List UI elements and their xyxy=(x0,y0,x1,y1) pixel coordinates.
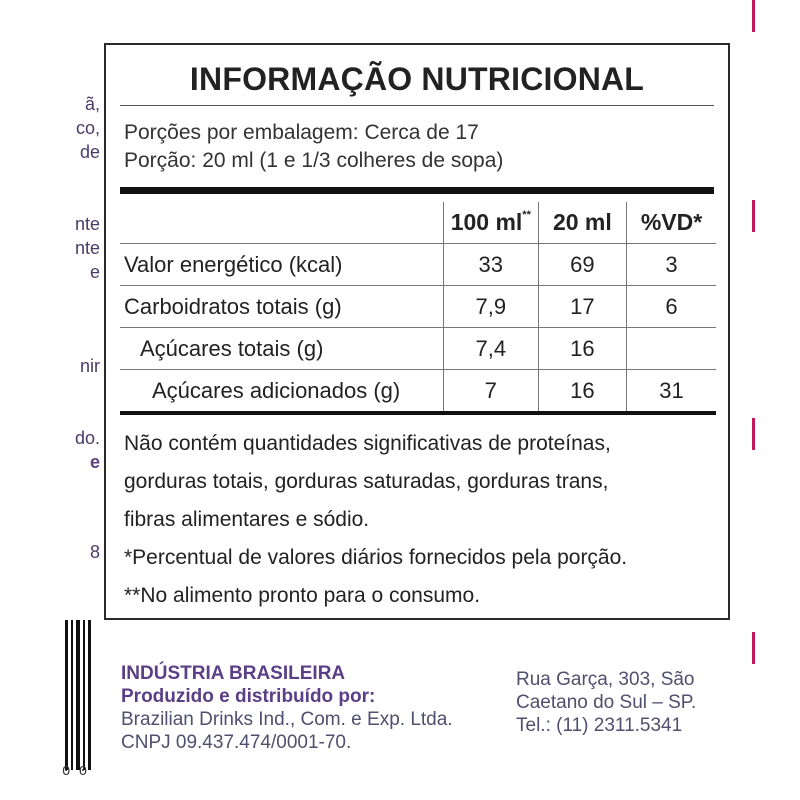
fragment-line: nir xyxy=(79,356,100,376)
barcode-bar xyxy=(88,620,91,770)
barcode-digits: 0 0 xyxy=(62,764,88,780)
barcode-bar xyxy=(76,620,80,770)
header-cell-vd: %VD* xyxy=(627,202,716,244)
panel-title: INFORMAÇÃO NUTRICIONAL xyxy=(189,61,645,97)
header-cell-label xyxy=(120,202,443,244)
nutrition-table xyxy=(120,202,716,415)
cell-100ml: 7,9 xyxy=(443,286,538,328)
industry-heading: INDÚSTRIA BRASILEIRA xyxy=(121,663,346,684)
left-text-fragment-4 xyxy=(0,426,100,450)
header-cell-100ml xyxy=(443,202,538,244)
barcode-bar xyxy=(65,620,68,770)
cell-20ml: 16 xyxy=(538,328,626,370)
note-line: gorduras totais, gorduras saturadas, gorduras trans, xyxy=(124,470,609,493)
cell-20ml: 69 xyxy=(538,244,626,286)
cell-100ml: 7,4 xyxy=(443,328,538,370)
header-100ml-mark: ** xyxy=(522,209,531,221)
pink-dash-segment xyxy=(752,200,755,232)
left-text-fragment-3 xyxy=(0,354,100,378)
cell-vd: 3 xyxy=(627,244,716,286)
row-label: Açúcares totais (g) xyxy=(120,328,443,370)
left-text-fragment-5 xyxy=(0,540,100,564)
header-cell-20ml: 20 ml xyxy=(538,202,626,244)
cell-20ml: 17 xyxy=(538,286,626,328)
fragment-line: nte xyxy=(74,214,100,234)
fragment-line: 8 xyxy=(89,542,100,562)
table-row xyxy=(120,244,716,286)
notes-block xyxy=(124,425,627,615)
nutrition-facts-panel xyxy=(104,43,730,620)
cell-vd: 31 xyxy=(627,370,716,414)
phone: Tel.: (11) 2311.5341 xyxy=(516,715,683,736)
cnpj: CNPJ 09.437.474/0001-70. xyxy=(121,732,352,753)
cell-100ml: 33 xyxy=(443,244,538,286)
note-line: Não contém quantidades significativas de proteínas, xyxy=(124,432,611,455)
note-line: *Percentual de valores diários fornecidos pela porção. xyxy=(124,546,628,569)
company-name: Brazilian Drinks Ind., Com. e Exp. Ltda. xyxy=(121,709,453,730)
fragment-line: co, xyxy=(75,118,100,138)
barcode xyxy=(65,620,95,770)
title-divider xyxy=(120,105,714,106)
pink-dash-segment xyxy=(752,0,755,32)
fragment-line: e xyxy=(89,452,100,472)
barcode-bar xyxy=(83,620,85,770)
left-text-fragment-4-bold xyxy=(0,450,100,474)
table-row xyxy=(120,370,716,414)
portion-size: Porção: 20 ml (1 e 1/3 colheres de sopa) xyxy=(124,149,504,172)
note-line: fibras alimentares e sódio. xyxy=(124,508,370,531)
fragment-line: ã, xyxy=(84,94,100,114)
table-header-row xyxy=(120,202,716,244)
pink-dash-segment xyxy=(752,632,755,664)
thick-divider xyxy=(120,187,714,194)
fragment-line: e xyxy=(89,262,100,282)
cell-100ml: 7 xyxy=(443,370,538,414)
table-row xyxy=(120,328,716,370)
fragment-line: nte xyxy=(74,238,100,258)
left-text-fragment-2 xyxy=(0,212,100,284)
cell-vd: 6 xyxy=(627,286,716,328)
pink-dash-segment xyxy=(752,418,755,450)
table-row xyxy=(120,286,716,328)
producer-heading: Produzido e distribuído por: xyxy=(121,686,376,707)
address-line-2: Caetano do Sul – SP. xyxy=(516,692,697,713)
manufacturer-info xyxy=(121,662,453,754)
address-block xyxy=(516,668,696,737)
portions-per-package: Porções por embalagem: Cerca de 17 xyxy=(124,121,479,144)
address-line-1: Rua Garça, 303, São xyxy=(516,669,695,690)
row-label: Açúcares adicionados (g) xyxy=(120,370,443,414)
cell-vd xyxy=(627,328,716,370)
cell-20ml: 16 xyxy=(538,370,626,414)
row-label: Carboidratos totais (g) xyxy=(120,286,443,328)
header-100ml-text: 100 ml xyxy=(450,209,523,235)
fragment-line: de xyxy=(79,142,100,162)
barcode-bar xyxy=(71,620,73,770)
note-line: **No alimento pronto para o consumo. xyxy=(124,584,481,607)
row-label: Valor energético (kcal) xyxy=(120,244,443,286)
fragment-line: do. xyxy=(74,428,100,448)
left-text-fragment-1 xyxy=(0,92,100,164)
